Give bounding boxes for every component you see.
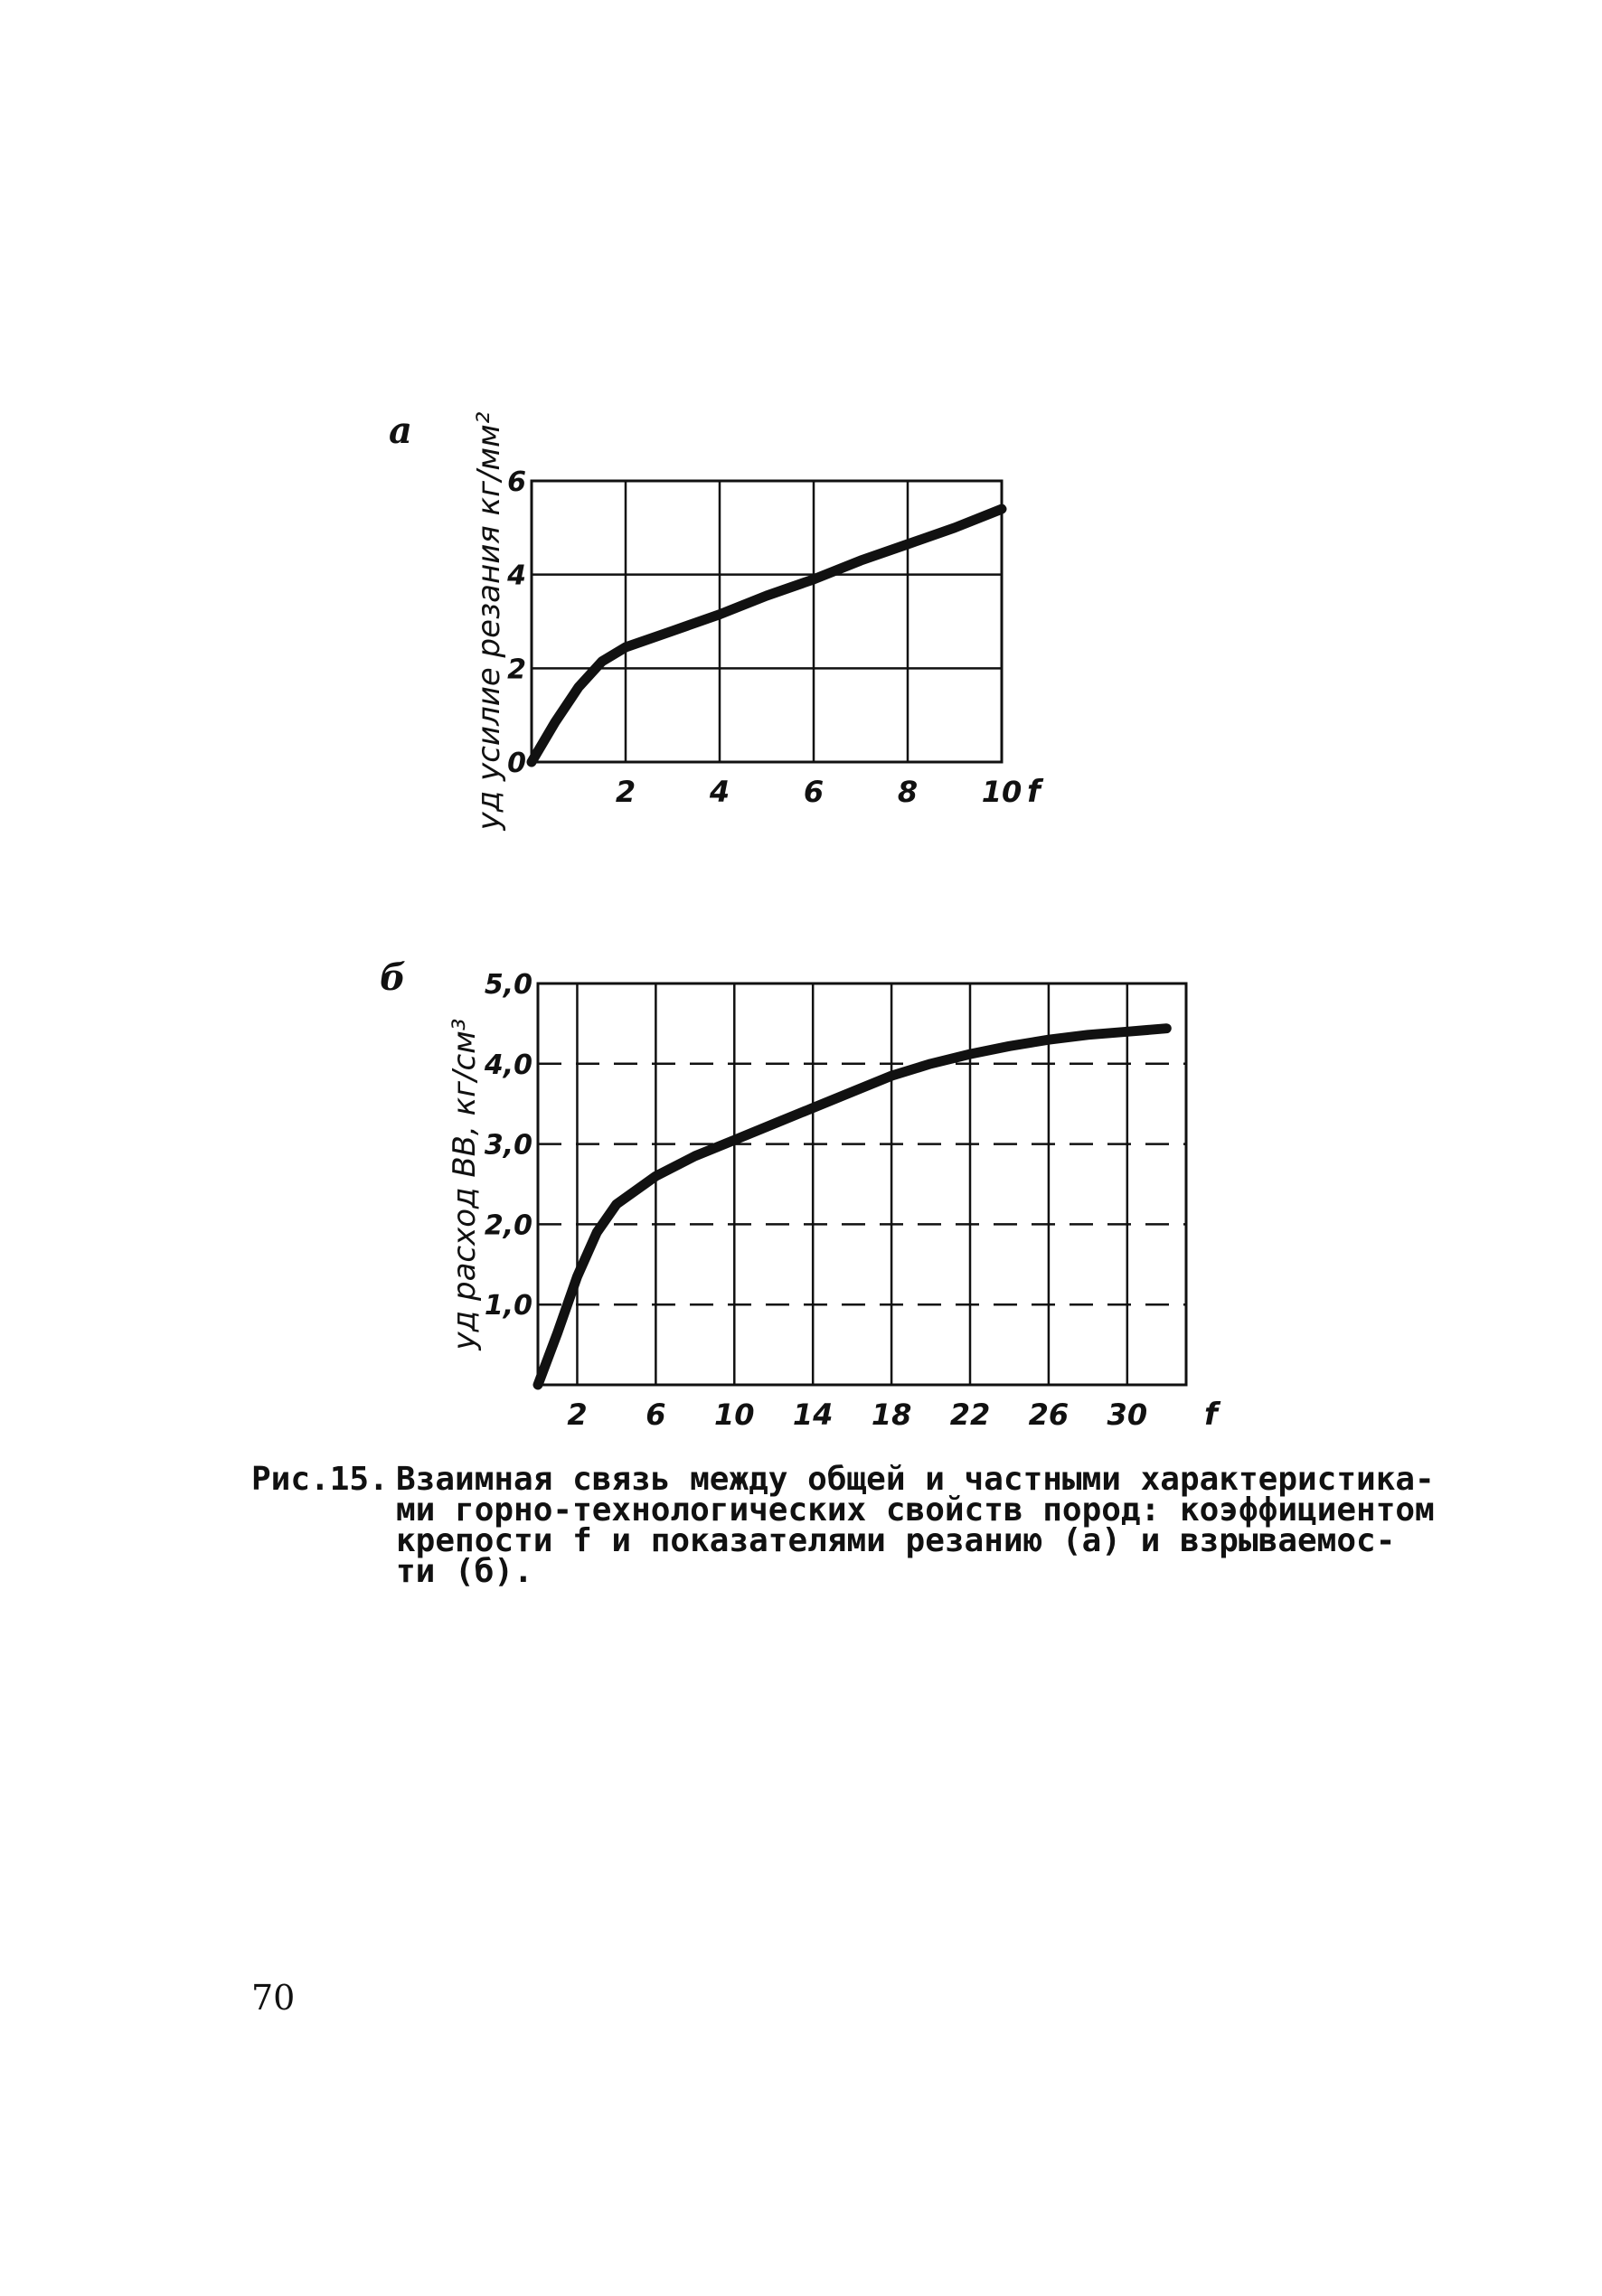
x-tick-label: 6 <box>646 1397 666 1432</box>
caption-text <box>396 1461 1517 1590</box>
y-tick-label: 5,0 <box>484 969 532 1001</box>
x-tick-label: 30 <box>1107 1397 1148 1432</box>
x-tick-label: 26 <box>1028 1397 1070 1432</box>
y-tick-label: 2,0 <box>484 1209 532 1242</box>
x-tick-label: 10 <box>981 775 1022 809</box>
x-axis-label: f <box>1204 1397 1218 1433</box>
x-tick-label: 10 <box>714 1397 755 1432</box>
x-tick-label: 6 <box>803 775 825 809</box>
y-tick-label: 1,0 <box>484 1290 532 1322</box>
caption-line: ми горно-технологических свойств пород: коэффициентом <box>396 1491 1435 1529</box>
y-tick-label: 6 <box>507 466 526 498</box>
data-curve <box>538 1029 1166 1385</box>
caption-line: Взаимная связь между общей и частными характеристика- <box>396 1461 1435 1498</box>
y-tick-label: 0 <box>507 748 526 779</box>
y-tick-label: 2 <box>507 654 526 686</box>
caption-label: Рис.15. <box>251 1461 389 1498</box>
x-axis-label: f <box>1027 774 1041 810</box>
panel-letter: a <box>389 409 412 452</box>
plot-frame <box>532 481 1002 762</box>
x-tick-label: 4 <box>709 775 730 809</box>
page-number: 70 <box>251 1978 296 2018</box>
plot-frame <box>538 983 1186 1385</box>
chart-b <box>380 956 1221 1433</box>
y-axis-label: уд расход ВВ, кг/см³ <box>447 1018 483 1350</box>
x-tick-label: 22 <box>949 1397 991 1432</box>
x-tick-label: 18 <box>871 1397 912 1432</box>
x-tick-label: 8 <box>897 775 919 809</box>
caption-line: крепости f и показателями резанию (а) и взрываемос- <box>396 1522 1396 1559</box>
y-tick-label: 4,0 <box>484 1049 532 1081</box>
panel-letter: б <box>380 956 406 999</box>
y-tick-label: 4 <box>507 560 526 592</box>
x-tick-label: 2 <box>615 775 636 809</box>
y-tick-label: 3,0 <box>484 1129 532 1162</box>
chart-a <box>389 409 1044 831</box>
y-axis-label: уд усилие резания кг/мм² <box>471 411 507 831</box>
x-tick-label: 2 <box>567 1397 588 1432</box>
data-curve <box>532 509 1002 762</box>
caption-line: ти (б). <box>396 1553 533 1590</box>
x-tick-label: 14 <box>792 1397 834 1432</box>
